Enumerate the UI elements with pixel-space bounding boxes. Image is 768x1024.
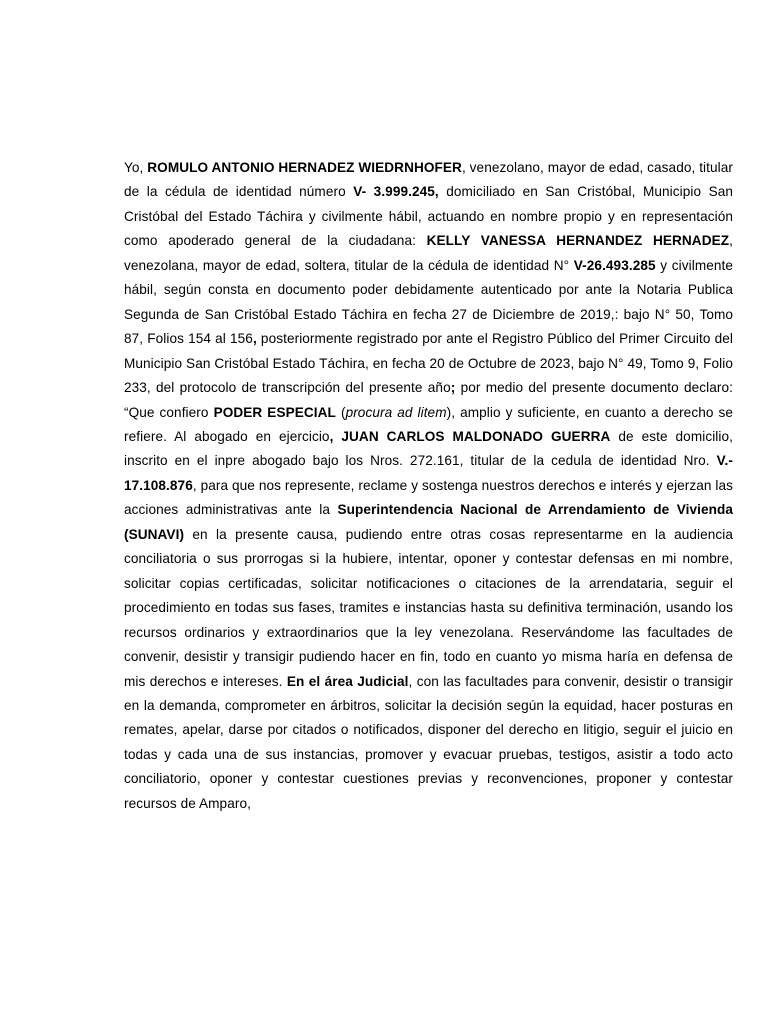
italic-text-run: procura ad litem: [345, 404, 447, 420]
bold-text-run: V- 3.999.245,: [353, 184, 439, 200]
bold-text-run: En el área Judicial: [286, 673, 409, 689]
text-run: por medio del presente documento declaro: “Que confiero: [124, 380, 733, 420]
bold-text-run: ROMULO ANTONIO HERNADEZ WIEDRNHOFER: [147, 160, 462, 175]
text-run: ), amplio y suficiente, en cuanto a derecho se refiere. Al abogado en ejercicio: [124, 404, 733, 444]
bold-text-run: Superintendencia Nacional de Arrendamiento de Vivienda (SUNAVI): [124, 502, 733, 542]
text-run: domiciliado en San Cristóbal, Municipio San Cristóbal del Estado Táchira y civilmente hábil, actuando en nombre propio y en representación como apoderado general de la ciudadana:: [124, 184, 734, 249]
bold-text-run: V.- 17.108.876: [124, 453, 733, 493]
text-run: , venezolana, mayor de edad, soltera, titular de la cédula de identidad N°: [124, 233, 733, 273]
bold-text-run: PODER ESPECIAL: [213, 404, 336, 420]
text-run: Yo,: [124, 160, 148, 175]
text-run: posteriormente registrado por ante el Registro Público del Primer Circuito del Municipio San Cristóbal Estado Táchira, en fecha 20 de Octubre de 2023, bajo N° 49, Tomo 9, Folio 233, del protocolo de transcripción del presente año: [124, 331, 733, 396]
bold-text-run: KELLY VANESSA HERNANDEZ HERNADEZ: [426, 233, 730, 249]
bold-text-run: V-26.493.285: [573, 257, 656, 273]
text-run: , con las facultades para convenir, desistir o transigir en la demanda, comprometer en árbitros, solicitar la decisión según la equidad, hacer posturas en remates, apelar, darse por citados o notificados, disponer del derecho en litigio, seguir el juicio en todas y cada una de sus instancias, promover y evacuar pruebas, testigos, asistir a todo acto conciliatorio, oponer y contestar cuestiones previas y reconvenciones, proponer y contestar recursos de Amparo,: [124, 673, 733, 811]
bold-text-run: ,: [252, 331, 257, 347]
text-run: de este domicilio, inscrito en el inpre abogado bajo los Nros. 272.161, titular de la cedula de identidad Nro.: [124, 428, 733, 469]
bold-text-run: , JUAN CARLOS MALDONADO GUERRA: [329, 428, 611, 444]
text-run: , para que nos represente, reclame y sostenga nuestros derechos e interés y ejerzan las acciones administrativas ante la: [124, 477, 733, 518]
text-run: en la presente causa, pudiendo entre otras cosas representarme en la audiencia conciliatoria o sus prorrogas si la hubiere, intentar, oponer y contestar defensas en mi nombre, solicitar copias certificadas, solicitar notificaciones o citaciones de la arrendataria, seguir el procedimiento en todas sus fases, tramites e instancias hasta su definitiva terminación, usando los recursos ordinarios y extraordinarios que la ley venezolana. Reservándome las facultades de convenir, desistir y transigir pudiendo hacer en fin, todo en cuanto yo misma haría en defensa de mis derechos e intereses.: [124, 526, 733, 689]
text-run: y civilmente hábil, según consta en documento poder debidamente autenticado por ante la Notaria Publica Segunda de San Cristóbal Estado Táchira en fecha 27 de Diciembre de 2019,: bajo N° 50, Tomo 87, Folios 154 al 156: [124, 257, 733, 347]
text-run: (: [335, 404, 346, 420]
text-run: , venezolano, mayor de edad, casado, titular de la cédula de identidad número: [124, 160, 733, 200]
poder-especial-paragraph: [124, 156, 733, 816]
bold-text-run: ;: [450, 380, 456, 396]
